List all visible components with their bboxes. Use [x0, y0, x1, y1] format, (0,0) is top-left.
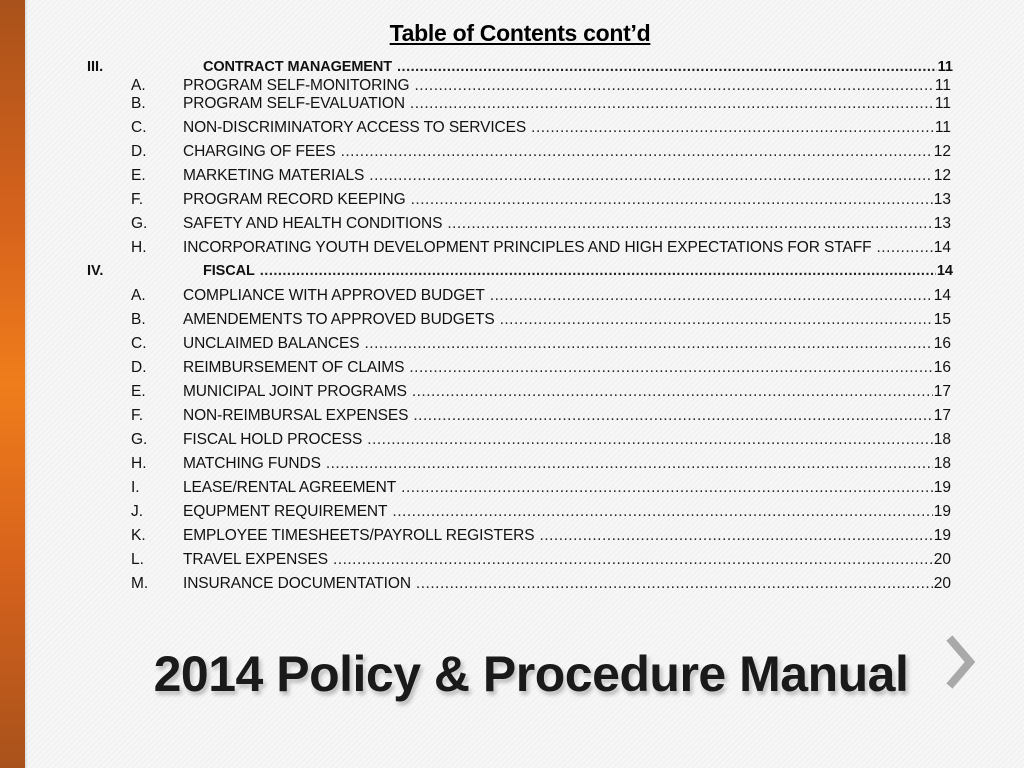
item-letter: H.	[131, 239, 147, 256]
item-letter: B.	[131, 95, 146, 112]
toc-item-row	[0, 93, 1024, 114]
item-label: EQUPMENT REQUIREMENT	[183, 503, 388, 520]
dot-leader	[411, 189, 933, 210]
item-letter: D.	[131, 359, 147, 376]
item-label: NON-REIMBURSAL EXPENSES	[183, 407, 409, 424]
item-letter: A.	[131, 77, 146, 94]
item-label: PROGRAM SELF-EVALUATION	[183, 95, 405, 112]
page-number: 11	[934, 95, 951, 112]
toc-item-row	[0, 237, 1024, 258]
page-number: 18	[933, 431, 951, 448]
toc-item-row	[0, 213, 1024, 234]
page-number: 17	[933, 407, 951, 424]
dot-leader	[500, 309, 933, 330]
item-label: SAFETY AND HEALTH CONDITIONS	[183, 215, 443, 232]
toc-item-row	[0, 357, 1024, 378]
item-letter: E.	[131, 383, 146, 400]
dot-leader	[539, 525, 932, 546]
dot-leader	[341, 141, 933, 162]
item-letter: D.	[131, 143, 147, 160]
section-label: FISCAL	[203, 263, 255, 279]
item-label: EMPLOYEE TIMESHEETS/PAYROLL REGISTERS	[183, 527, 535, 544]
dot-leader	[365, 333, 933, 354]
item-label: TRAVEL EXPENSES	[183, 551, 328, 568]
item-label: AMENDEMENTS TO APPROVED BUDGETS	[183, 311, 495, 328]
item-letter: J.	[131, 503, 144, 520]
item-letter: B.	[131, 311, 146, 328]
toc-item-row	[0, 309, 1024, 330]
toc-item-row	[0, 165, 1024, 186]
item-label: CHARGING OF FEES	[183, 143, 336, 160]
toc-section-row	[0, 261, 1024, 282]
item-letter: L.	[131, 551, 144, 568]
dot-leader	[531, 117, 934, 138]
toc-item-row	[0, 525, 1024, 546]
page-number: 14	[936, 263, 953, 279]
chevron-right-icon[interactable]	[942, 627, 982, 697]
toc-item-row	[0, 549, 1024, 570]
page-number: 14	[933, 287, 951, 304]
toc-item-row	[0, 429, 1024, 450]
item-label: FISCAL HOLD PROCESS	[183, 431, 363, 448]
item-letter: I.	[131, 479, 140, 496]
item-label: REIMBURSEMENT OF CLAIMS	[183, 359, 405, 376]
toc-item-row	[0, 381, 1024, 402]
toc-item-row	[0, 477, 1024, 498]
section-number: IV.	[87, 263, 104, 279]
page-number: 16	[933, 335, 951, 352]
item-label: COMPLIANCE WITH APPROVED BUDGET	[183, 287, 485, 304]
page-number: 19	[933, 527, 951, 544]
item-letter: F.	[131, 191, 144, 208]
dot-leader	[367, 429, 932, 450]
item-label: INSURANCE DOCUMENTATION	[183, 575, 411, 592]
page-number: 14	[933, 239, 951, 256]
page-number: 11	[934, 119, 951, 136]
item-letter: K.	[131, 527, 146, 544]
toc-item-row	[0, 333, 1024, 354]
section-number: III.	[87, 59, 104, 75]
item-letter: F.	[131, 407, 144, 424]
dot-leader	[413, 405, 932, 426]
section-label: CONTRACT MANAGEMENT	[203, 59, 393, 75]
toc-title: Table of Contents cont’d	[389, 20, 651, 46]
toc-item-row	[0, 117, 1024, 138]
item-letter: G.	[131, 431, 148, 448]
item-letter: H.	[131, 455, 147, 472]
manual-title: 2014 Policy & Procedure Manual	[153, 646, 909, 702]
dot-leader	[369, 165, 932, 186]
item-label: MATCHING FUNDS	[183, 455, 321, 472]
item-label: INCORPORATING YOUTH DEVELOPMENT PRINCIPLES AND HIGH EXPECTATIONS FOR STAFF	[183, 239, 872, 256]
page-number: 20	[933, 551, 951, 568]
dot-leader	[260, 261, 936, 282]
page-number: 12	[933, 143, 951, 160]
dot-leader	[326, 453, 933, 474]
page-number: 19	[933, 479, 951, 496]
toc-item-row	[0, 501, 1024, 522]
item-letter: M.	[131, 575, 149, 592]
item-label: LEASE/RENTAL AGREEMENT	[183, 479, 397, 496]
page-number: 17	[933, 383, 951, 400]
dot-leader	[876, 237, 932, 258]
item-label: MARKETING MATERIALS	[183, 167, 365, 184]
page-number: 16	[933, 359, 951, 376]
page-number: 19	[933, 503, 951, 520]
item-letter: E.	[131, 167, 146, 184]
item-letter: C.	[131, 119, 147, 136]
page-number: 11	[937, 59, 953, 75]
page-number: 18	[933, 455, 951, 472]
item-letter: A.	[131, 287, 146, 304]
dot-leader	[392, 501, 932, 522]
dot-leader	[409, 357, 932, 378]
item-letter: C.	[131, 335, 147, 352]
page-number: 20	[933, 575, 951, 592]
page-number: 15	[933, 311, 951, 328]
item-label: NON-DISCRIMINATORY ACCESS TO SERVICES	[183, 119, 527, 136]
toc-item-row	[0, 405, 1024, 426]
page-number: 11	[934, 77, 951, 94]
page-number: 12	[933, 167, 951, 184]
dot-leader	[416, 573, 933, 594]
dot-leader	[333, 549, 933, 570]
dot-leader	[447, 213, 932, 234]
dot-leader	[401, 477, 933, 498]
item-label: UNCLAIMED BALANCES	[183, 335, 360, 352]
item-letter: G.	[131, 215, 148, 232]
dot-leader	[490, 285, 933, 306]
toc-item-row	[0, 453, 1024, 474]
toc-item-row	[0, 189, 1024, 210]
page-number: 13	[933, 191, 951, 208]
item-label: MUNICIPAL JOINT PROGRAMS	[183, 383, 407, 400]
page-number: 13	[933, 215, 951, 232]
dot-leader	[410, 93, 934, 114]
toc-item-row	[0, 573, 1024, 594]
toc-item-row	[0, 141, 1024, 162]
toc-item-row	[0, 285, 1024, 306]
item-label: PROGRAM SELF-MONITORING	[183, 77, 410, 94]
item-label: PROGRAM RECORD KEEPING	[183, 191, 406, 208]
dot-leader	[412, 381, 933, 402]
